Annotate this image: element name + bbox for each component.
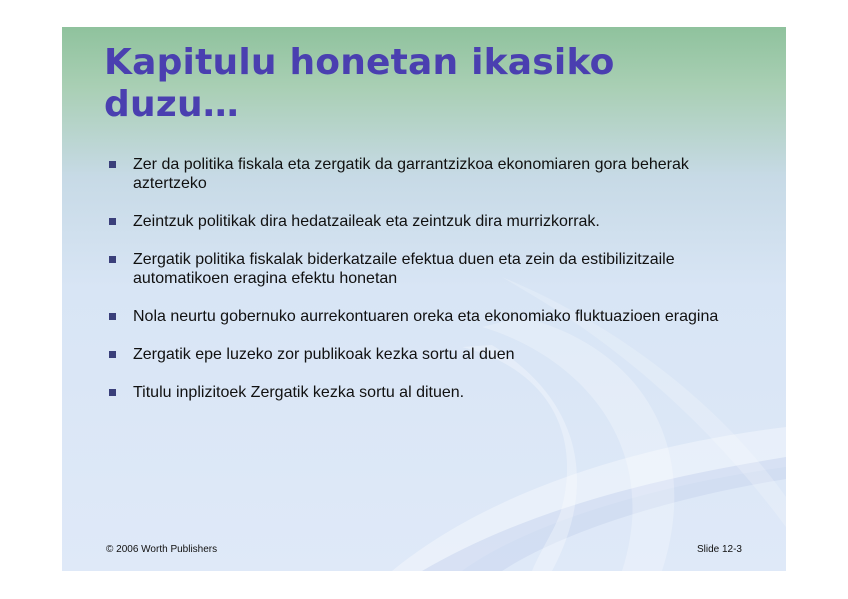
square-bullet-icon bbox=[109, 389, 116, 396]
bullet-text: Zer da politika fiskala eta zergatik da garrantzizkoa ekonomiaren gora beherak aztertzeko bbox=[133, 156, 689, 192]
slide bbox=[62, 27, 786, 571]
slide-number: Slide 12-3 bbox=[696, 544, 742, 555]
list-item bbox=[107, 212, 757, 231]
bullet-text: Nola neurtu gobernuko aurrekontuaren oreka eta ekonomiako fluktuazioen eragina bbox=[133, 308, 719, 325]
slide-title: Kapitulu honetan ikasiko duzu… bbox=[104, 42, 615, 125]
square-bullet-icon bbox=[109, 218, 116, 225]
square-bullet-icon bbox=[109, 256, 116, 263]
list-item bbox=[107, 155, 757, 193]
square-bullet-icon bbox=[109, 351, 116, 358]
bullet-list bbox=[107, 155, 757, 421]
copyright-footer: © 2006 Worth Publishers bbox=[106, 544, 218, 555]
list-item bbox=[107, 307, 757, 326]
bullet-text: Zeintzuk politikak dira hedatzaileak eta zeintzuk dira murrizkorrak. bbox=[133, 213, 600, 230]
square-bullet-icon bbox=[109, 313, 116, 320]
list-item bbox=[107, 345, 757, 364]
bullet-text: Titulu inplizitoek Zergatik kezka sortu al dituen. bbox=[133, 384, 465, 401]
bullet-text: Zergatik epe luzeko zor publikoak kezka sortu al duen bbox=[133, 346, 515, 363]
list-item bbox=[107, 250, 757, 288]
list-item bbox=[107, 383, 757, 402]
bullet-text: Zergatik politika fiskalak biderkatzaile efektua duen eta zein da estibilizitzaile automatikoen eragina efektu honetan bbox=[133, 251, 675, 287]
square-bullet-icon bbox=[109, 161, 116, 168]
